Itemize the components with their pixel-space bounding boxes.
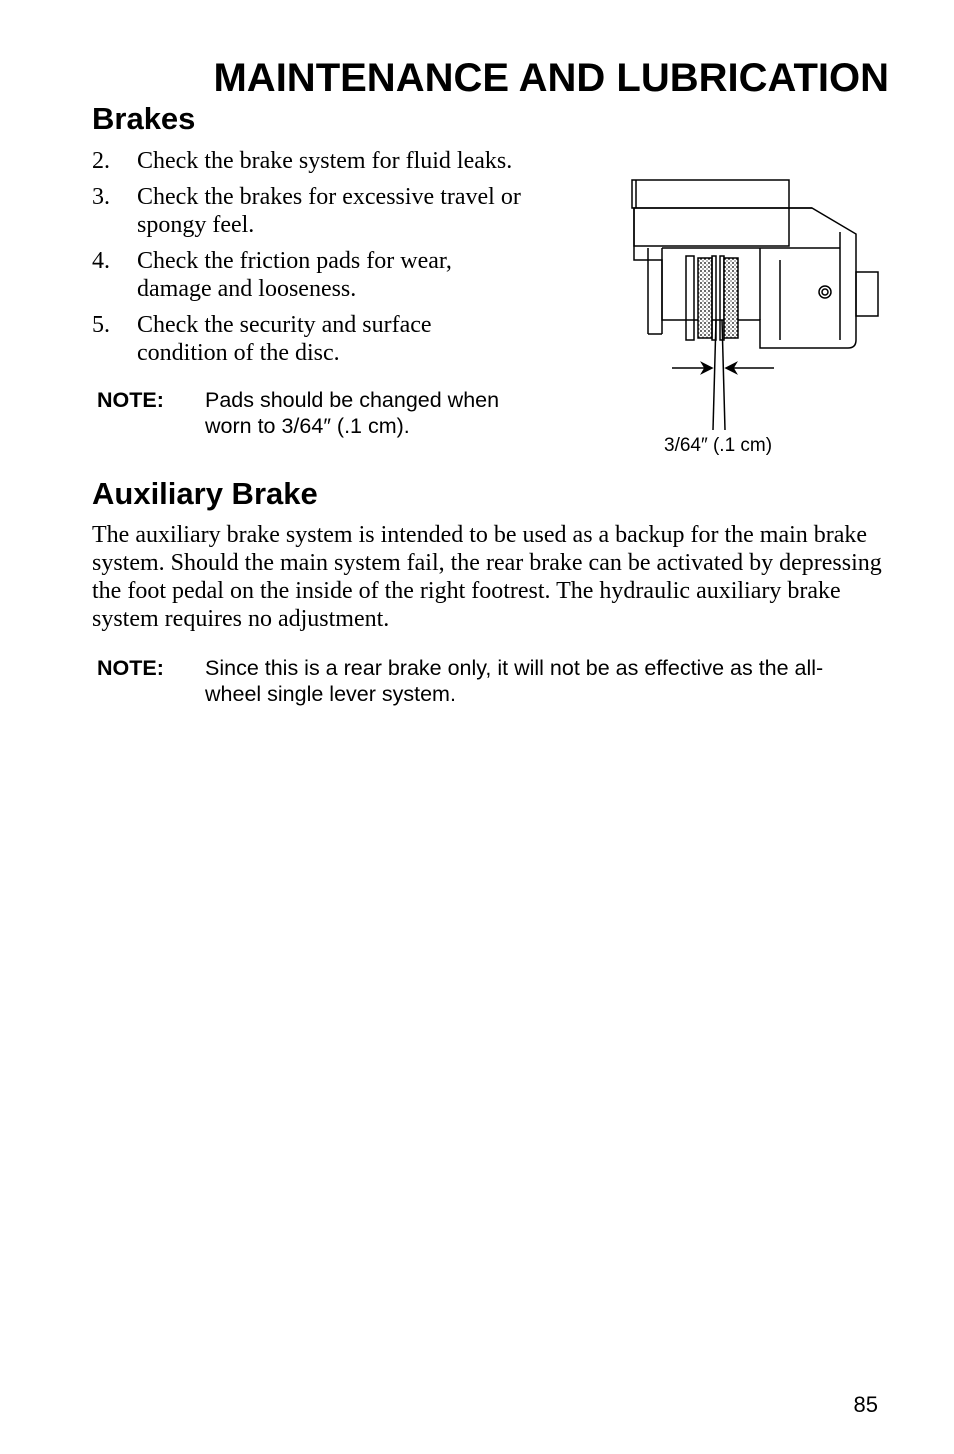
step-number: 4.: [92, 248, 110, 274]
note-text: Since this is a rear brake only, it will not be as effective as the all-wheel single lever system.: [205, 656, 824, 706]
brake-caliper-figure: [620, 170, 890, 470]
step-text: Check the brakes for excessive travel or spongy feel.: [137, 184, 521, 238]
step-text: Check the brake system for fluid leaks.: [137, 148, 513, 174]
step-number: 2.: [92, 148, 110, 174]
auxiliary-brake-note: [97, 655, 877, 707]
step-text: Check the security and surface condition of the disc.: [137, 312, 432, 366]
page-number: 85: [853, 1392, 878, 1417]
note-label: NOTE:: [97, 656, 164, 680]
list-item: [92, 183, 577, 239]
step-number: 3.: [92, 184, 110, 210]
brake-check-list: [92, 147, 592, 375]
note-label: NOTE:: [97, 388, 164, 412]
auxiliary-brake-heading: Auxiliary Brake: [92, 476, 318, 511]
step-number: 5.: [92, 312, 110, 338]
step-text: Check the friction pads for wear, damage and looseness.: [137, 248, 452, 302]
page-title: MAINTENANCE AND LUBRICATION: [213, 56, 889, 100]
brake-pad-note: [97, 387, 517, 439]
list-item: [92, 147, 592, 175]
list-item: [92, 247, 507, 303]
brake-caliper-pad-illustration: [620, 170, 890, 470]
figure-caption: 3/64″ (.1 cm): [664, 435, 773, 456]
list-item: [92, 311, 497, 367]
auxiliary-brake-paragraph: The auxiliary brake system is intended to be used as a backup for the main brake system. Should the main system fail, the rear brake can be activated by depressing the foot pedal on the inside of the right footrest. The hydraulic auxiliary brake system requires no adjustment.: [92, 522, 882, 632]
note-text: Pads should be changed when worn to 3/64″ (.1 cm).: [205, 388, 500, 438]
brakes-heading: Brakes: [92, 101, 196, 136]
